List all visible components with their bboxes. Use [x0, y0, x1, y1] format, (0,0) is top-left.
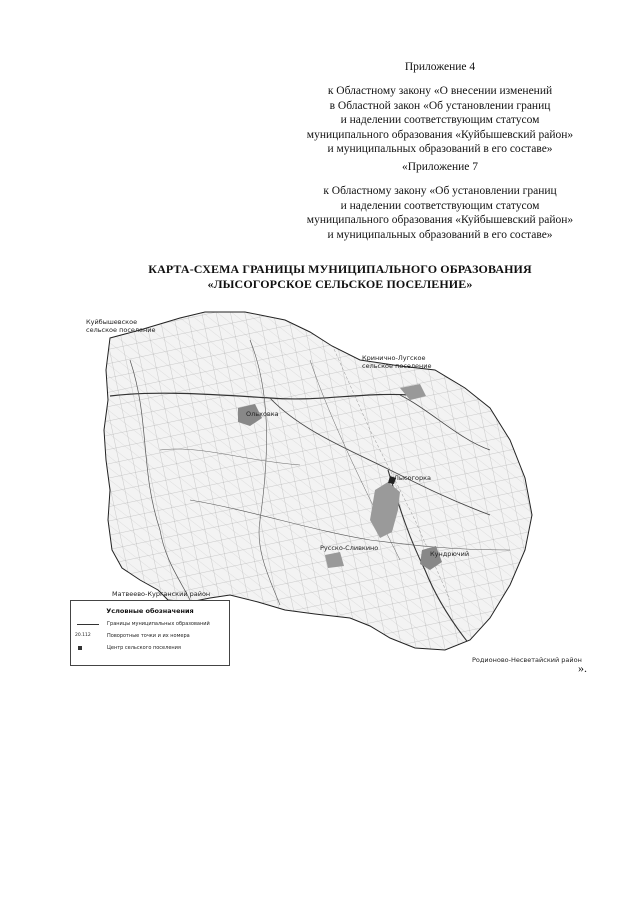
legend-title: Условные обозначения	[106, 607, 194, 615]
appendix-line: и муниципальных образований в его составе»	[327, 228, 553, 241]
legend-item-boundary	[75, 621, 210, 627]
legend-label: Поворотные точки и их номера	[107, 633, 190, 639]
neighbor-sw-label: Матвеево-Курганский район	[112, 590, 211, 598]
appendix-heading: Приложение 4	[404, 61, 476, 73]
square-symbol-icon	[75, 645, 101, 651]
appendix-line: и наделении соответствующим статусом	[340, 199, 540, 212]
map-title	[40, 262, 640, 292]
line-symbol-icon	[75, 621, 101, 627]
legend-label: Центр сельского поселения	[107, 645, 181, 651]
point-code: 20.112	[75, 633, 91, 638]
appendix-line: муниципального образования «Куйбышевский район»	[306, 128, 574, 141]
map-title-line-2: «ЛЫСОГОРСКОЕ СЕЛЬСКОЕ ПОСЕЛЕНИЕ»	[207, 277, 473, 291]
town-sw-label: Русско-Сливкино	[320, 544, 379, 552]
appendix-line: и муниципальных образований в его составе»	[327, 143, 553, 156]
legend-label: Границы муниципальных образований	[107, 621, 210, 627]
neighbor-se-label: Родионово-Несветайский район	[472, 656, 582, 664]
appendix-line: к Областному закону «О внесении изменений	[327, 85, 553, 98]
appendix-heading: «Приложение 7	[401, 161, 479, 173]
closing-quote: ».	[578, 661, 587, 675]
neighbor-ne-label-1: Кринично-Лугское	[362, 354, 426, 362]
appendix-line: и наделении соответствующим статусом	[340, 114, 540, 127]
appendix-line: к Областному закону «Об установлении границ	[323, 185, 557, 198]
map-title-line-1: КАРТА-СХЕМА ГРАНИЦЫ МУНИЦИПАЛЬНОГО ОБРАЗОВАНИЯ	[148, 262, 532, 276]
neighbor-nw-label-2: сельское поселение	[86, 326, 156, 334]
neighbor-nw-label-1: Куйбышевское	[86, 318, 138, 326]
town-main-label: Лысогорка	[394, 474, 431, 482]
town-south-label: Кундрючий	[430, 550, 470, 558]
legend-item-center	[75, 645, 181, 651]
appendix-4-block	[270, 60, 610, 156]
legend-item-points	[75, 633, 190, 639]
appendix-line: в Областной закон «Об установлении границ	[329, 99, 551, 112]
map-legend	[70, 600, 230, 666]
neighbor-ne-label-2: сельское поселение	[362, 362, 432, 370]
town-west-label: Ольховка	[246, 410, 279, 418]
appendix-7-block	[270, 160, 610, 242]
appendix-line: муниципального образования «Куйбышевский район»	[306, 214, 574, 227]
